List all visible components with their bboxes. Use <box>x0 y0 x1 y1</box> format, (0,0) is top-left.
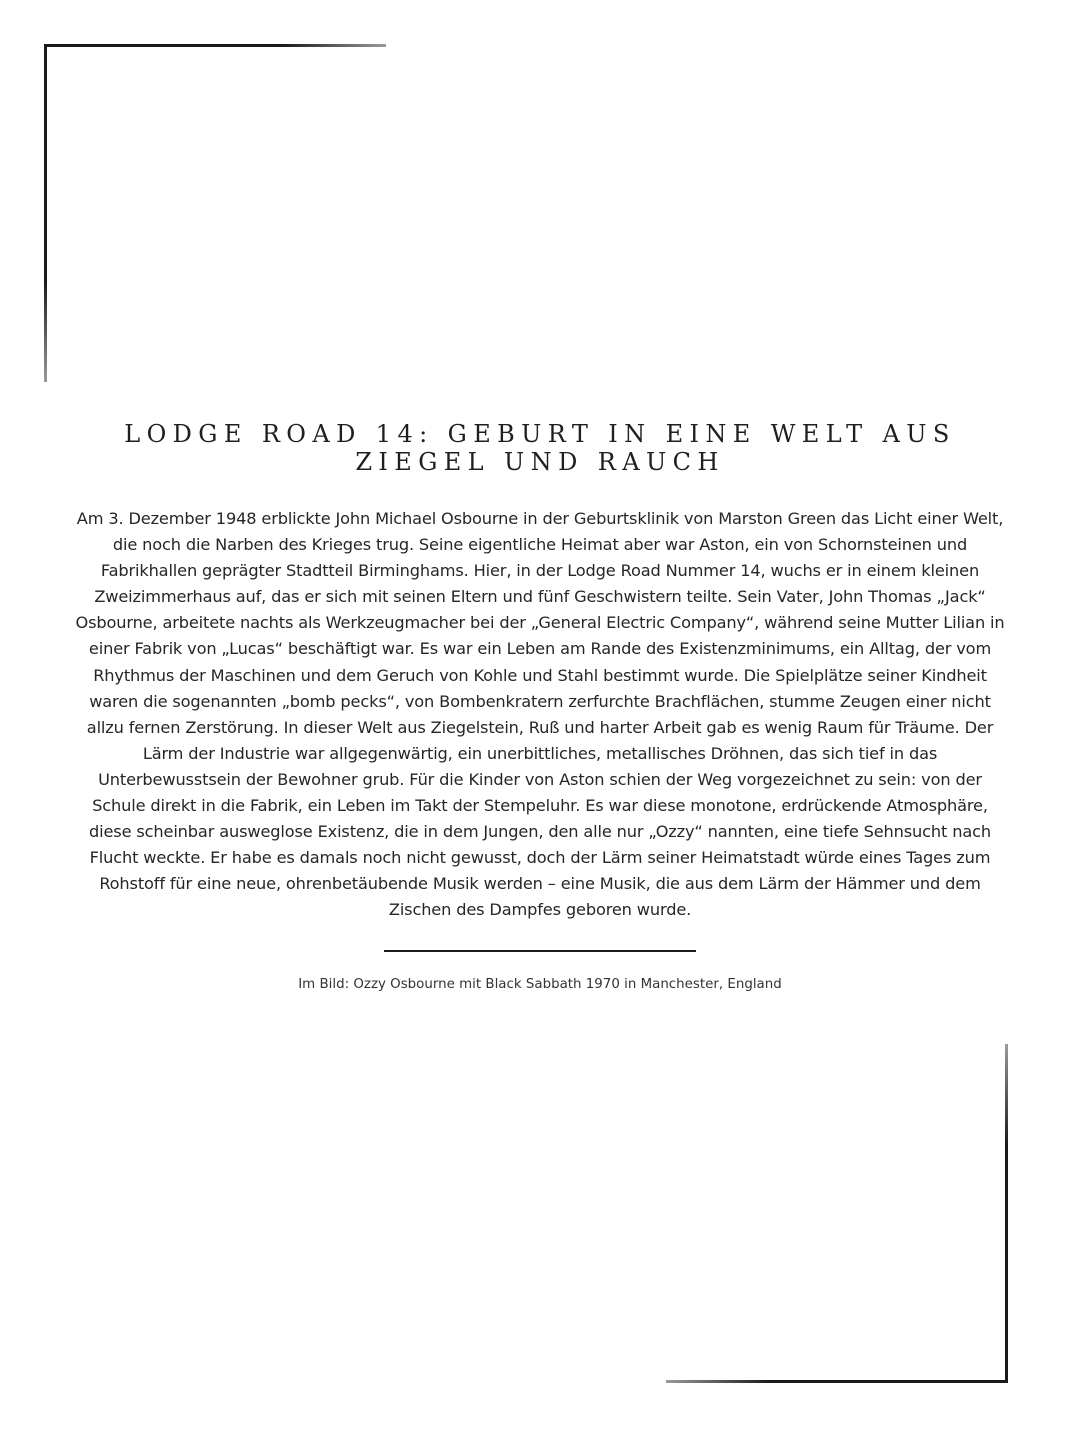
frame-corner-bottom-right-horizontal <box>666 1380 1008 1383</box>
article-title: LODGE ROAD 14: GEBURT IN EINE WELT AUS ZIEGEL UND RAUCH <box>124 420 956 476</box>
article <box>70 420 1010 994</box>
section-divider <box>384 950 696 952</box>
image-caption: Im Bild: Ozzy Osbourne mit Black Sabbath 1970 in Manchester, England <box>298 976 782 992</box>
frame-corner-top-left-horizontal <box>44 44 386 47</box>
article-body: Am 3. Dezember 1948 erblickte John Michael Osbourne in der Geburtsklinik von Marston Green das Licht einer Welt, die noch die Narben des Krieges trug. Seine eigentliche Heimat aber war Aston, ein von Schornsteinen und Fabrikhallen geprägter Stadtteil Birminghams. Hier, in der Lodge Road Nummer 14, wuchs er in einem kleinen Zweizimmerhaus auf, das er sich mit seinen Eltern und fünf Geschwistern teilte. Sein Vater, John Thomas „Jack“ Osbourne, arbeitete nachts als Werkzeugmacher bei der „General Electric Company“, während seine Mutter Lilian in einer Fabrik von „Lucas“ beschäftigt war. Es war ein Leben am Rande des Existenzminimums, ein Alltag, der vom Rhythmus der Maschinen und dem Geruch von Kohle und Stahl bestimmt wurde. Die Spielplätze seiner Kindheit waren die sogenannten „bomb pecks“, von Bombenkratern zerfurchte Brachflächen, stumme Zeugen einer nicht allzu fernen Zerstörung. In dieser Welt aus Ziegelstein, Ruß und harter Arbeit gab es wenig Raum für Träume. Der Lärm der Industrie war allgegenwärtig, ein unerbittliches, metallisches Dröhnen, das sich tief in das Unterbewusstsein der Bewohner grub. Für die Kinder von Aston schien der Weg vorgezeichnet zu sein: von der Schule direkt in die Fabrik, ein Leben im Takt der Stempeluhr. Es war diese monotone, erdrückende Atmosphäre, diese scheinbar ausweglose Existenz, die in dem Jungen, den alle nur „Ozzy“ nannten, eine tiefe Sehnsucht nach Flucht weckte. Er habe es damals noch nicht gewusst, doch der Lärm seiner Heimatstadt würde eines Tages zum Rohstoff für eine neue, ohrenbetäubende Musik werden – eine Musik, die aus dem Lärm der Hämmer und dem Zischen des Dampfes geboren wurde. <box>75 509 1005 920</box>
frame-corner-bottom-right-vertical <box>1005 1044 1008 1383</box>
frame-corner-top-left-vertical <box>44 44 47 382</box>
